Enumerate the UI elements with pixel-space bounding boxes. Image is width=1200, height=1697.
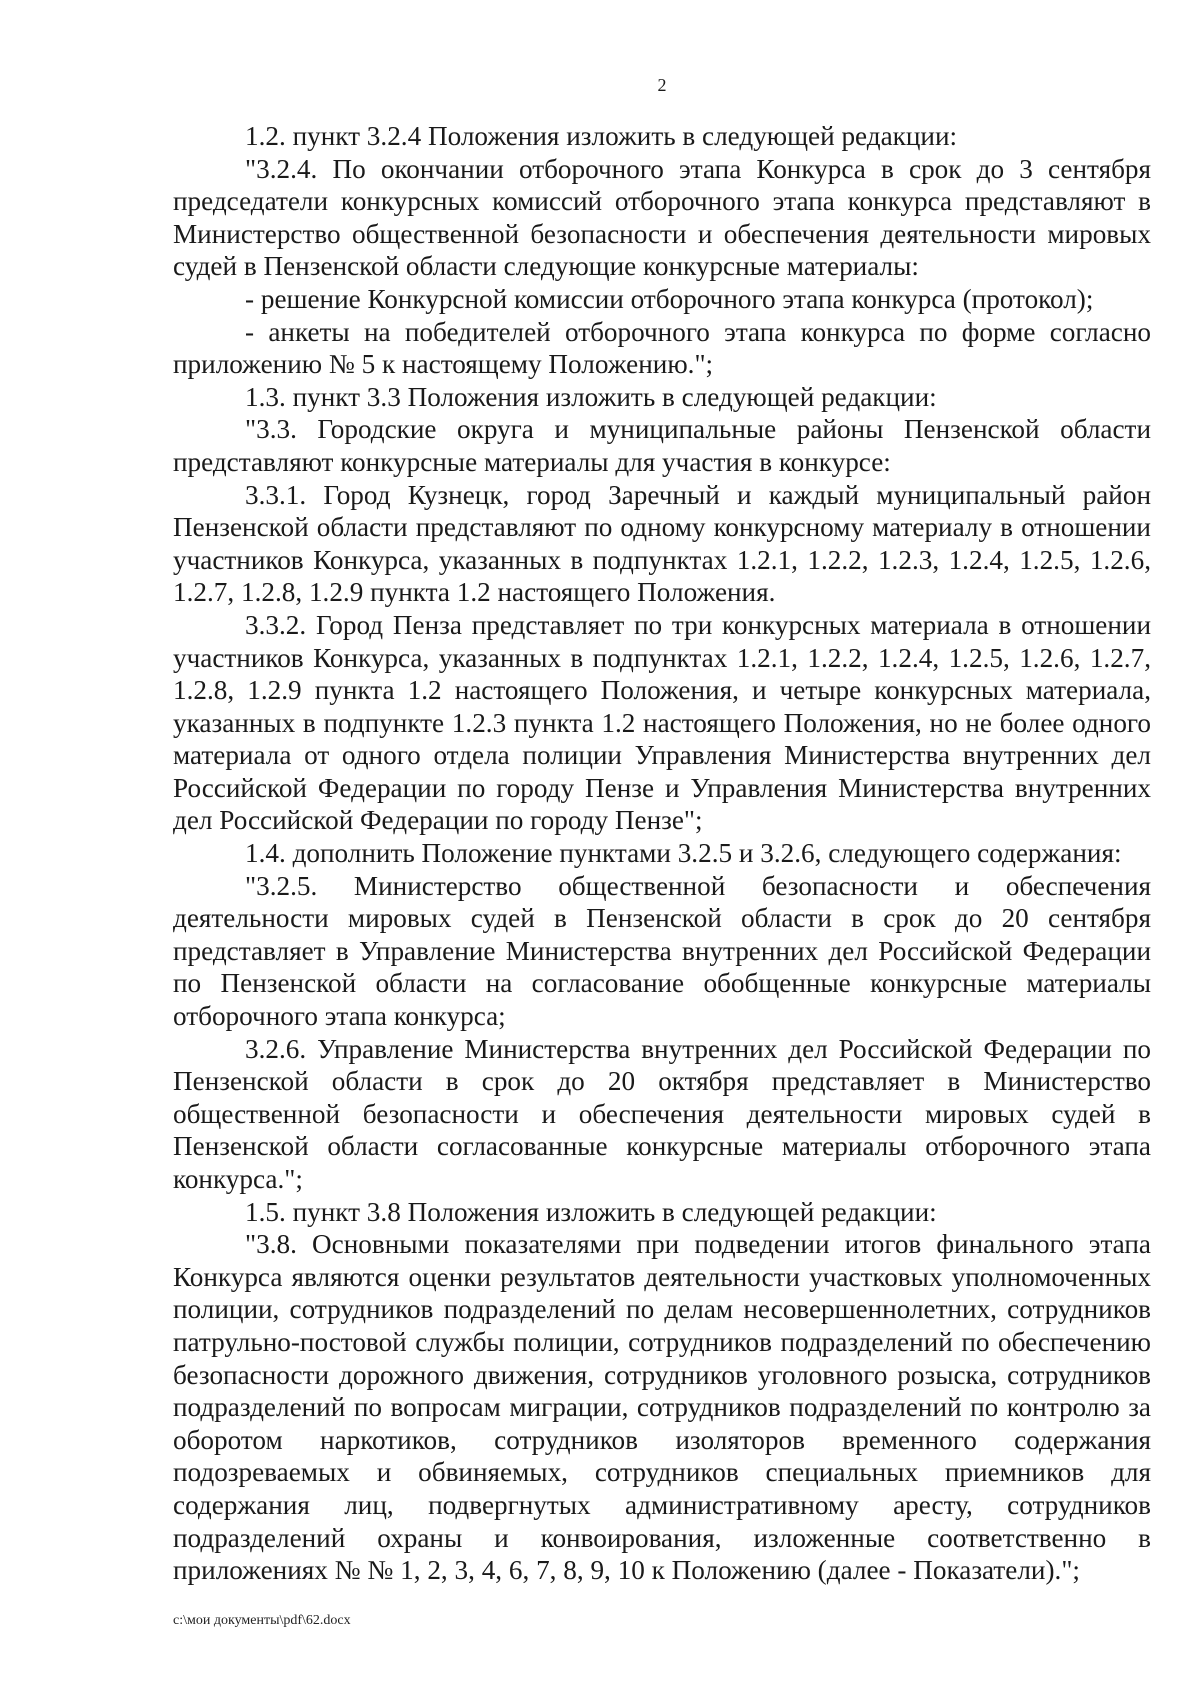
paragraph-3-2-6: 3.2.6. Управление Министерства внутренних дел Российской Федерации по Пензенской области в срок до 20 октября представляет в Министерство общественной безопасности и обеспечения деятельности мировых судей в Пензенской области согласованные конкурсные материалы отборочного этапа конкурса."; — [173, 1033, 1151, 1194]
footer-file-path: c:\мои документы\pdf\62.docx — [173, 1613, 351, 1628]
paragraph-1-3: 1.3. пункт 3.3 Положения изложить в следующей редакции: — [245, 381, 937, 412]
paragraph-1-4: 1.4. дополнить Положение пунктами 3.2.5 и 3.2.6, следующего содержания: — [245, 838, 1122, 869]
paragraph-1-5: 1.5. пункт 3.8 Положения изложить в следующей редакции: — [245, 1196, 937, 1227]
document-body — [173, 120, 1151, 1587]
paragraph-3-2-5: "3.2.5. Министерство общественной безопасности и обеспечения деятельности мировых судей в Пензенской области в срок до 20 сентября представляет в Управление Министерства внутренних дел Российской Федерации по Пензенской области на согласование обобщенные конкурсные материалы отборочного этапа конкурса; — [173, 870, 1151, 1032]
paragraph-list-item-protocol: - решение Конкурсной комиссии отборочного этапа конкурса (протокол); — [245, 283, 1094, 314]
paragraph-3-3: "3.3. Городские округа и муниципальные районы Пензенской области представляют конкурсные материалы для участия в конкурсе: — [173, 414, 1151, 477]
paragraph-list-item-forms: - анкеты на победителей отборочного этапа конкурса по форме согласно приложению № 5 к настоящему Положению."; — [173, 316, 1151, 380]
paragraph-3-3-2: 3.3.2. Город Пенза представляет по три конкурсных материала в отношении участников Конкурса, указанных в подпунктах 1.2.1, 1.2.2, 1.2.4, 1.2.5, 1.2.6, 1.2.7, 1.2.8, 1.2.9 пункта 1.2 настоящего Положения, и четыре конкурсных материала, указанных в подпункте 1.2.3 пункта 1.2 настоящего Положения, но не более одного материала от одного отдела полиции Управления Министерства внутренних дел Российской Федерации по городу Пензе и Управления Министерства внутренних дел Российской Федерации по городу Пензе"; — [173, 609, 1151, 836]
page-number: 2 — [657, 75, 667, 95]
paragraph-3-8: "3.8. Основными показателями при подведении итогов финального этапа Конкурса являются оценки результатов деятельности участковых уполномоченных полиции, сотрудников подразделений по делам несовершеннолетних, сотрудников патрульно-постовой службы полиции, сотрудников подразделений по обеспечению безопасности дорожного движения, сотрудников уголовного розыска, сотрудников подразделений по вопросам миграции, сотрудников подразделений по контролю за оборотом наркотиков, сотрудников изоляторов временного содержания подозреваемых и обвиняемых, сотрудников специальных приемников для содержания лиц, подвергнутых административному аресту, сотрудников подразделений охраны и конвоирования, изложенные соответственно в приложениях № № 1, 2, 3, 4, 6, 7, 8, 9, 10 к Положению (далее - Показатели)."; — [173, 1229, 1151, 1586]
paragraph-3-2-4: "3.2.4. По окончании отборочного этапа Конкурса в срок до 3 сентября председатели конкурсных комиссий отборочного этапа конкурса представляют в Министерство общественной безопасности и обеспечения деятельности мировых судей в Пензенской области следующие конкурсные материалы: — [173, 153, 1151, 282]
paragraph-1-2: 1.2. пункт 3.2.4 Положения изложить в следующей редакции: — [245, 121, 958, 151]
paragraph-3-3-1: 3.3.1. Город Кузнецк, город Заречный и каждый муниципальный район Пензенской области представляют по одному конкурсному материалу в отношении участников Конкурса, указанных в подпунктах 1.2.1, 1.2.2, 1.2.3, 1.2.4, 1.2.5, 1.2.6, 1.2.7, 1.2.8, 1.2.9 пункта 1.2 настоящего Положения. — [173, 479, 1151, 608]
